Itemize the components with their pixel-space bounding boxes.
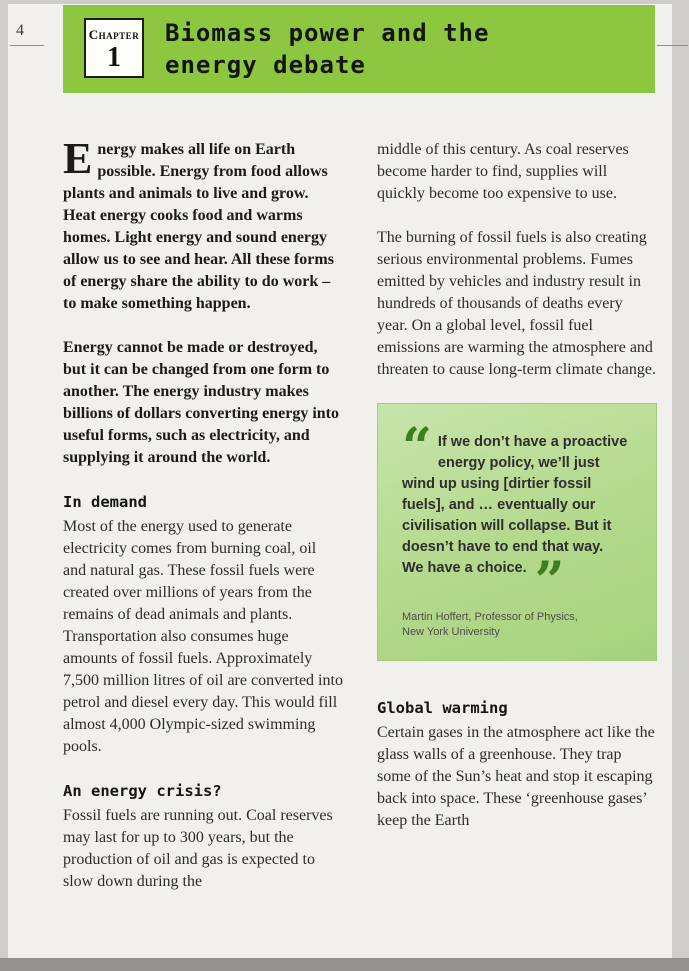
header-rule-right [657,45,688,46]
section-heading-in-demand: In demand [63,493,147,511]
page-number: 4 [16,22,24,39]
quote-body: If we don’t have a proactive energy policy, we’ll just wind up using [dirtier fossil fuels], and … eventually our civilisation will collapse. But it doesn’t have to end that way. We have a choice. [402,434,628,576]
page-edge-shadow [0,958,689,971]
chapter-header-band [63,5,655,93]
page-title: Biomass power and the energy debate [165,19,490,79]
paragraph: Energy cannot be made or destroyed, but it can be changed from one form to another. The energy industry makes billions of dollars converting energy into useful forms, such as electricity, and supplying it around the world. [63,339,339,466]
drop-cap: E [63,134,93,183]
chapter-number: 1 [107,42,121,73]
left-column [63,134,343,915]
header-rule-left [10,45,44,46]
section-heading-energy-crisis: An energy crisis? [63,782,222,800]
intro-paragraph-text: nergy makes all life on Earth possible. Energy from food allows plants and animals to live and grow. Heat energy cooks food and warms homes. Light energy and sound energy allow us to see and hear. All these forms of energy share the ability to do work – to make something happen. [63,141,334,312]
quote-attribution-line1: Martin Hoffert, Professor of Physics, [402,611,578,623]
open-quote-icon: “ [402,417,432,478]
section-heading-global-warming: Global warming [377,699,508,717]
chapter-label: Chapter [88,27,140,42]
intro-paragraph [63,134,343,315]
paragraph: Most of the energy used to generate electricity comes from burning coal, oil and natural gas. These fossil fuels were created over millions of years from the remains of dead animals and plants. Transportation also consumes huge amounts of fossil fuels. Approximately 7,500 million litres of oil are converted into petrol and diesel every day. This would fill almost 4,000 Olympic-sized swimming pools. [63,518,343,755]
chapter-box [84,18,144,78]
quote-text: “ If we don’t have a proactive energy policy, we’ll just wind up using [dirtier fossil fuels], and … eventually our civilisation will collapse. But it doesn’t have to end that way. We have a choice. ” [402,417,628,612]
paragraph: Fossil fuels are running out. Coal reserves may last for up to 300 years, but the production of oil and gas is expected to slow down during the [63,807,333,890]
quote-attribution-line2: New York University [402,626,500,638]
paragraph: The burning of fossil fuels is also creating serious environmental problems. Fumes emitted by vehicles and industry result in hundreds of thousands of deaths every year. On a global level, fossil fuel emissions are warming the atmosphere and threaten to cause long-term climate change. [377,229,656,378]
paragraph: Certain gases in the atmosphere act like the glass walls of a greenhouse. They trap some of the Sun’s heat and stop it escaping back into space. These ‘greenhouse gases’ keep the Earth [377,724,655,829]
right-column [377,139,657,915]
quote-attribution [402,610,634,640]
paragraph: middle of this century. As coal reserves become harder to find, supplies will quickly become too expensive to use. [377,141,629,202]
body-columns [63,134,657,915]
pull-quote-box [377,403,657,661]
